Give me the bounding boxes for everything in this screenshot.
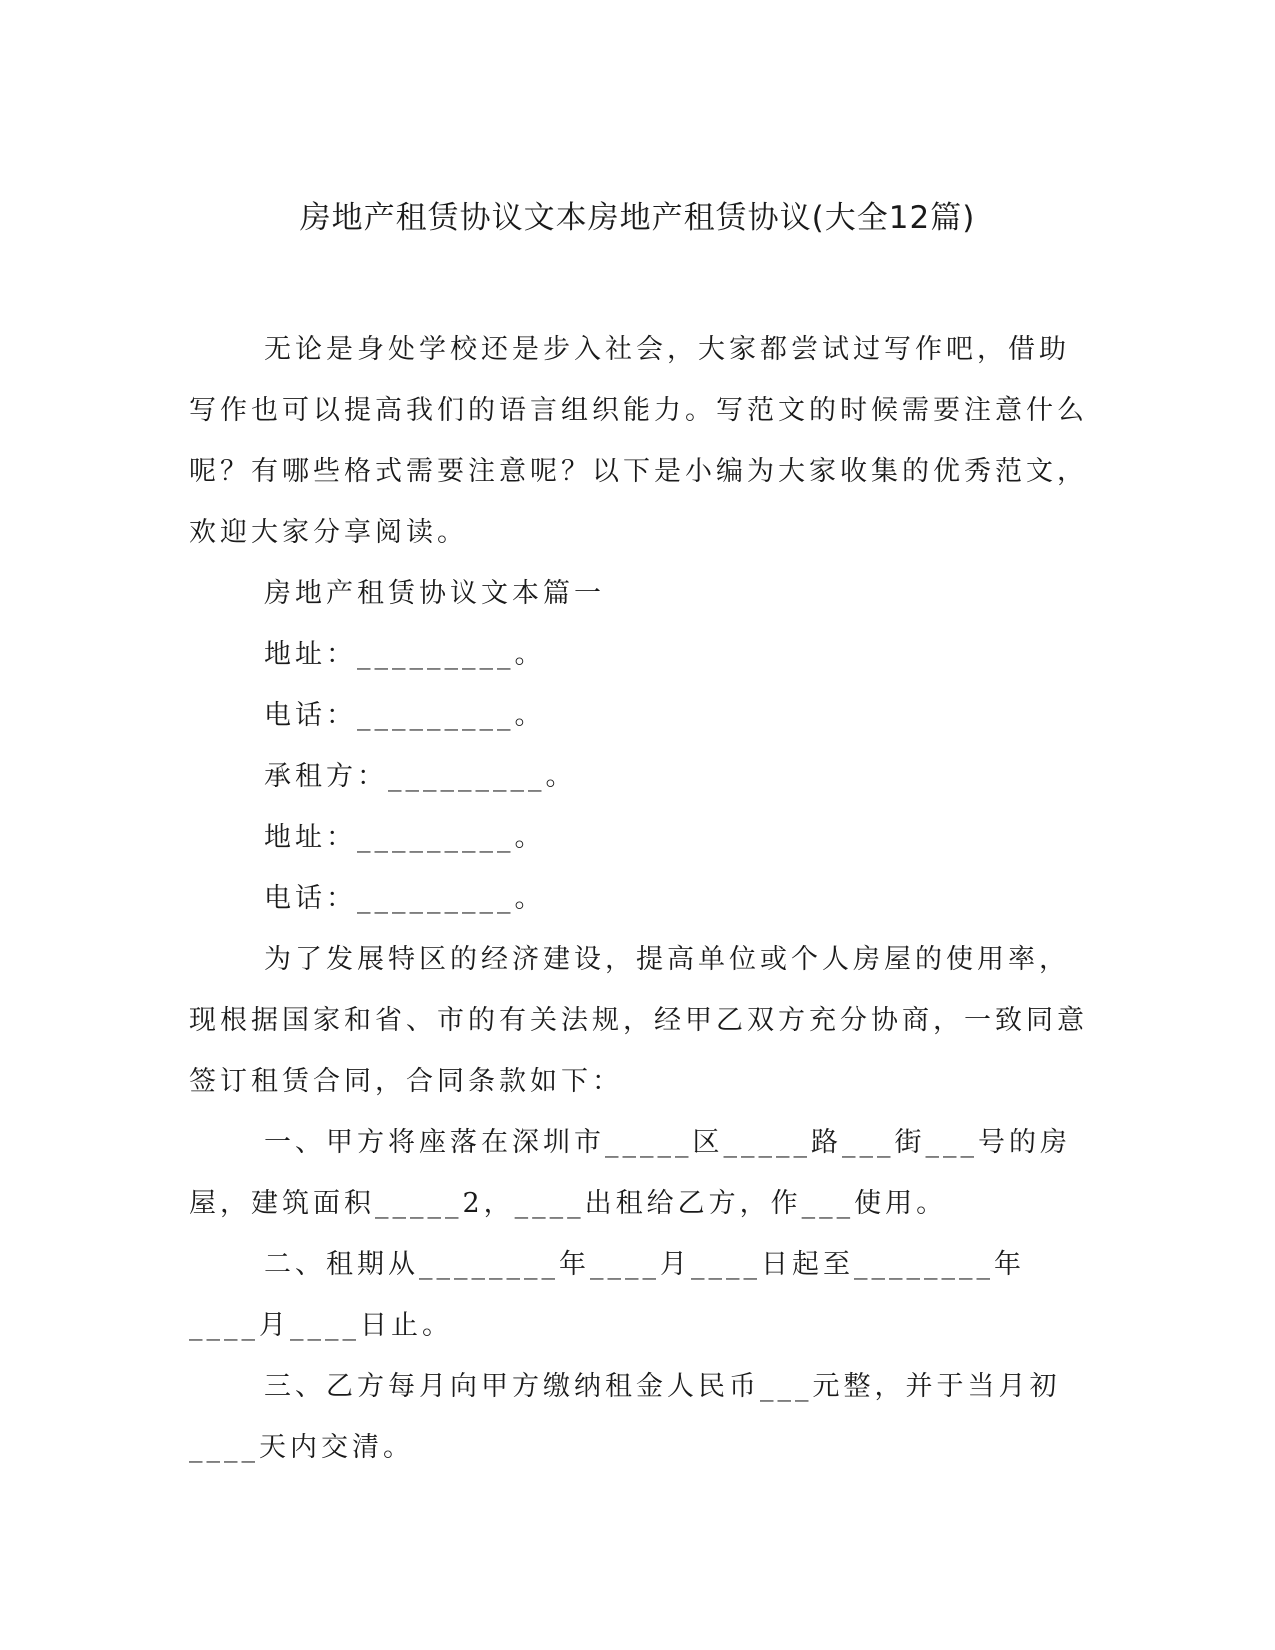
lessor-phone-line: 电话：_________。	[264, 700, 546, 731]
clause-3: 三、乙方每月向甲方缴纳租金人民币___元整，并于当月初____天内交清。	[189, 1371, 1061, 1463]
document-body	[189, 319, 1089, 1478]
lessee-address-line: 地址：_________。	[264, 822, 546, 853]
clause-2: 二、租期从________年____月____日起至________年____月____日止。	[189, 1249, 1025, 1341]
intro-paragraph: 无论是身处学校还是步入社会，大家都尝试过写作吧，借助写作也可以提高我们的语言组织能力。写范文的时候需要注意什么呢？有哪些格式需要注意呢？以下是小编为大家收集的优秀范文，欢迎大家分享阅读。	[189, 334, 1088, 548]
clause-1: 一、甲方将座落在深圳市_____区_____路___街___号的房屋，建筑面积_____2，____出租给乙方，作___使用。	[189, 1127, 1071, 1219]
lessee-line: 承租方：_________。	[264, 761, 577, 792]
lessee-phone-line: 电话：_________。	[264, 883, 546, 914]
section-heading: 房地产租赁协议文本篇一	[264, 578, 605, 609]
lessor-address-line: 地址：_________。	[264, 639, 546, 670]
preamble-paragraph: 为了发展特区的经济建设，提高单位或个人房屋的使用率，现根据国家和省、市的有关法规，经甲乙双方充分协商，一致同意签订租赁合同，合同条款如下：	[189, 944, 1088, 1097]
document-title: 房地产租赁协议文本房地产租赁协议(大全12篇)	[299, 200, 976, 236]
